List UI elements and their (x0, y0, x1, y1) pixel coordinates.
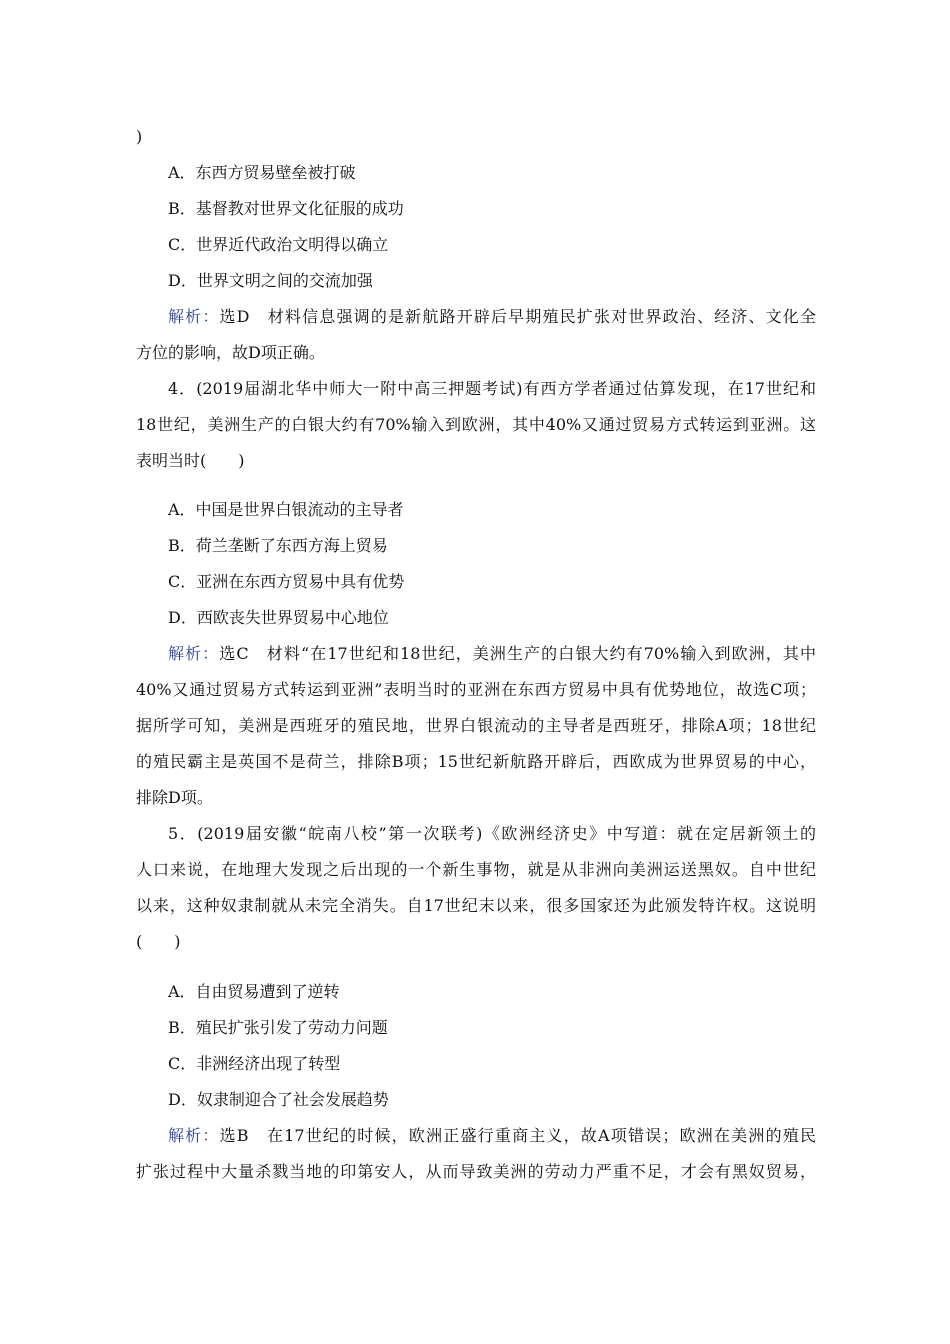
q5-option-b: B．殖民扩张引发了劳动力问题 (168, 1018, 388, 1037)
q5-option-c: C．非洲经济出现了转型 (168, 1054, 341, 1073)
q3-stem-tail: ) (136, 127, 143, 146)
q3-analysis-line-1: 解析：选D 材料信息强调的是新航路开辟后早期殖民扩张对世界政治、经济、文化全 (168, 307, 816, 326)
q3-analysis-line-2: 方位的影响，故D项正确。 (136, 343, 325, 362)
q4-analysis-line-5: 排除D项。 (136, 788, 213, 807)
q5-analysis-line-2: 扩张过程中大量杀戮当地的印第安人，从而导致美洲的劳动力严重不足，才会有黑奴贸易， (136, 1162, 816, 1181)
q3-option-c: C．世界近代政治文明得以确立 (168, 235, 389, 254)
q5-analysis-label: 解析： (168, 1126, 220, 1145)
q5-analysis-line-1: 解析：选B 在17世纪的时候，欧洲正盛行重商主义，故A项错误；欧洲在美洲的殖民 (168, 1126, 816, 1145)
q5-stem-line-2: 人口来说，在地理大发现之后出现的一个新生事物，就是从非洲向美洲运送黑奴。自中世纪 (136, 860, 816, 879)
q4-analysis-line-4: 的殖民霸主是英国不是荷兰，排除B项；15世纪新航路开辟后，西欧成为世界贸易的中心， (136, 752, 816, 771)
q4-option-d: D．西欧丧失世界贸易中心地位 (168, 608, 389, 627)
q4-stem-line-1: 4．(2019届湖北华中师大一附中高三押题考试)有西方学者通过估算发现，在17世纪和 (168, 379, 816, 398)
q5-stem-line-1: 5．(2019届安徽“皖南八校”第一次联考)《欧洲经济史》中写道：就在定居新领土的 (168, 824, 816, 843)
q3-option-b: B．基督教对世界文化征服的成功 (168, 199, 404, 218)
q4-analysis-line-3: 据所学可知，美洲是西班牙的殖民地，世界白银流动的主导者是西班牙，排除A项；18世纪 (136, 716, 816, 735)
q4-analysis-label: 解析： (168, 644, 220, 663)
q5-option-a: A．自由贸易遭到了逆转 (168, 982, 340, 1001)
q4-analysis-line-2: 40%又通过贸易方式转运到亚洲”表明当时的亚洲在东西方贸易中具有优势地位，故选C项； (136, 680, 816, 699)
q4-analysis-line-1: 解析：选C 材料“在17世纪和18世纪，美洲生产的白银大约有70%输入到欧洲，其中 (168, 644, 816, 663)
q3-option-d: D．世界文明之间的交流加强 (168, 271, 373, 290)
q3-analysis-label: 解析： (168, 307, 220, 326)
q5-stem-line-3: 以来，这种奴隶制就从未完全消失。自17世纪末以来，很多国家还为此颁发特许权。这说明 (136, 896, 816, 915)
q4-stem-line-2: 18世纪，美洲生产的白银大约有70%输入到欧洲，其中40%又通过贸易方式转运到亚洲。这 (136, 415, 816, 434)
q5-stem-line-4: ( ) (136, 932, 181, 951)
q4-option-a: A．中国是世界白银流动的主导者 (168, 500, 404, 519)
q5-option-d: D．奴隶制迎合了社会发展趋势 (168, 1090, 389, 1109)
q4-option-c: C．亚洲在东西方贸易中具有优势 (168, 572, 405, 591)
q3-option-a: A．东西方贸易壁垒被打破 (168, 163, 356, 182)
q4-option-b: B．荷兰垄断了东西方海上贸易 (168, 536, 388, 555)
q4-stem-line-3: 表明当时( ) (136, 451, 245, 470)
